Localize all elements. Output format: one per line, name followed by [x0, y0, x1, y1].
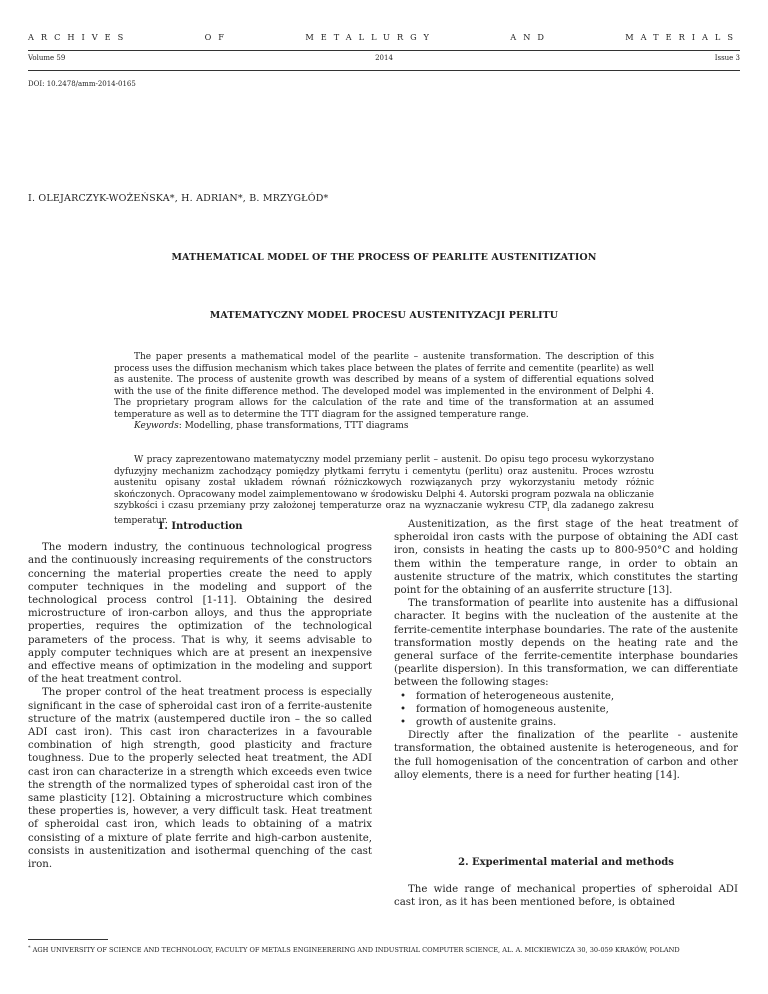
title-polish: MATEMATYCZNY MODEL PROCESU AUSTENITYZACJI PERLITU — [209, 310, 559, 321]
journal-word: METALLURGY — [305, 32, 436, 42]
issue-meta — [28, 54, 740, 66]
abstract-polish-text — [114, 455, 654, 528]
list-item: • formation of homogeneous austenite, — [400, 703, 738, 716]
column-right — [394, 518, 738, 782]
affiliation-footnote — [28, 944, 740, 956]
column-left — [28, 520, 372, 871]
section-methods-title: 2. Experimental material and methods — [458, 857, 674, 868]
section-introduction-title: 1. Introduction — [157, 521, 243, 532]
abstract-polish-sub: i — [547, 506, 550, 513]
intro-paragraph-4: The transformation of pearlite into austenite has a diffusional character. It begins with the nucleation of the austenite at the ferrite-cementite interphase boundaries. The rate of the austenite transformation mostly depends on the heating rate and the general surface of the ferrite-cementite interphase boundaries (pearlite dispersion). In this transformation, we can differentiate between the following stages: — [394, 598, 738, 689]
footnote-mark: * — [28, 945, 31, 951]
title-english: MATHEMATICAL MODEL OF THE PROCESS OF PEARLITE AUSTENITIZATION — [171, 252, 597, 263]
doi: DOI: 10.2478/amm-2014-0165 — [28, 80, 136, 88]
keywords-label: Keywords — [134, 421, 179, 431]
abstract-polish-end: dla zadanego zakresu temperatur. — [114, 501, 654, 527]
intro-paragraph-5: Directly after the finalization of the pearlite - austenite transformation, the obtained austenite is heterogeneous, and for the full homogenisation of the concentration of carbon and other alloy elements, there is a need for further heating [14]. — [394, 730, 738, 781]
abstract-english — [114, 352, 654, 433]
abstract-english-text: The paper presents a mathematical model of the pearlite – austenite transformation. The description of this process uses the diffusion mechanism which takes place between the plates of ferrite and cementite (pearlite) as well as austenite. The process of austenite growth was described by means of a system of differential equations solved with the use of the finite difference method. The developed model was implemented in the environment of Delphi 4. The proprietary program allows for the calculation of the rate and time of the transformation at an assumed temperature as well as to determine the TTT diagram for the assigned temperature range. — [114, 352, 654, 420]
stages-list — [394, 690, 738, 730]
intro-paragraph-1: The modern industry, the continuous technological progress and the continuously increasing requirements of the constructors concerning the material properties create the need to apply computer techniques in the modeling and support of the technological process control [1-11]. Obtaining the desired microstructure of iron-carbon alloys, and thus the appropriate properties, requires the optimization of the technological parameters of the process. That is why, it seems advisable to apply computer techniques which are at present an inexpensive and effective means of optimization in the modeling and support of the heat treatment control. — [28, 542, 372, 686]
year: 2014 — [375, 54, 393, 62]
issue: Issue 3 — [714, 54, 740, 62]
abstract-polish-main: W pracy zaprezentowano matematyczny model przemiany perlit – austenit. Do opisu tego procesu wykorzystano dyfuzyjny mechanizm zachodzący pomiędzy płytkami ferrytu i cementytu (perlitu) oraz austenitu. Proces wzrostu austenitu opisany został układem równań różniczkowych rozwiązanych przy wykorzystaniu metody różnic skończonych. Opracowany model zaimplementowano w środowisku Delphi 4. Autorski program pozwala na obliczanie szybkości i czasu przemiany przy założonej temperaturze oraz na wyznaczanie wykresu CTP — [114, 455, 654, 511]
authors: I. OLEJARCZYK-WOŻEŃSKA*, H. ADRIAN*, B. MRZYGŁÓD* — [28, 193, 329, 204]
journal-word: AND — [510, 32, 551, 42]
abstract-polish — [114, 455, 654, 528]
section-2 — [394, 856, 738, 910]
footnote-text: AGH UNIVERSITY OF SCIENCE AND TECHNOLOGY, FACULTY OF METALS ENGINEERERING AND INDUSTRIAL COMPUTER SCIENCE, AL. A. MICKIEWICZA 30, 30-059 KRAKÓW, POLAND — [30, 946, 680, 955]
keywords-text: : Modelling, phase transformations, TTT diagrams — [178, 421, 409, 431]
journal-name — [28, 30, 740, 44]
intro-paragraph-2: The proper control of the heat treatment process is especially significant in the case of spheroidal cast iron of a ferrite-austenite structure of the matrix (austempered ductile iron – the so called ADI cast iron). This cast iron characterizes in a favourable combination of high strength, good plasticity and fracture toughness. Due to the properly selected heat treatment, the ADI cast iron can characterize in a strength which exceeds even twice the strength of the normalized types of spheroidal cast iron of the same plasticity [12]. Obtaining a microstructure which combines these properties is, however, a very difficult task. Heat treatment of spheroidal cast iron, which leads to obtaining of a matrix consisting of a mixture of plate ferrite and high-carbon austenite, consists in austenitization and isothermal quenching of the cast iron. — [28, 687, 372, 871]
list-item: • growth of austenite grains. — [400, 716, 738, 729]
header-rule — [28, 50, 740, 51]
header-rule-bottom — [28, 70, 740, 71]
journal-word: MATERIALS — [625, 32, 740, 42]
methods-paragraph-1: The wide range of mechanical properties of spheroidal ADI cast iron, as it has been mentioned before, is obtained — [394, 884, 738, 909]
journal-word: ARCHIVES — [28, 32, 131, 42]
keywords — [114, 421, 654, 433]
volume: Volume 59 — [28, 54, 66, 62]
intro-paragraph-3: Austenitization, as the first stage of the heat treatment of spheroidal iron casts with the purpose of obtaining the ADI cast iron, consists in heating the casts up to 800-950°C and holding them within the temperature range, in order to obtain an austenite structure of the matrix, which constitutes the starting point for the obtaining of an ausferrite structure [13]. — [394, 519, 738, 597]
list-item: • formation of heterogeneous austenite, — [400, 690, 738, 703]
journal-word: OF — [204, 32, 231, 42]
footnote-rule — [28, 939, 108, 940]
